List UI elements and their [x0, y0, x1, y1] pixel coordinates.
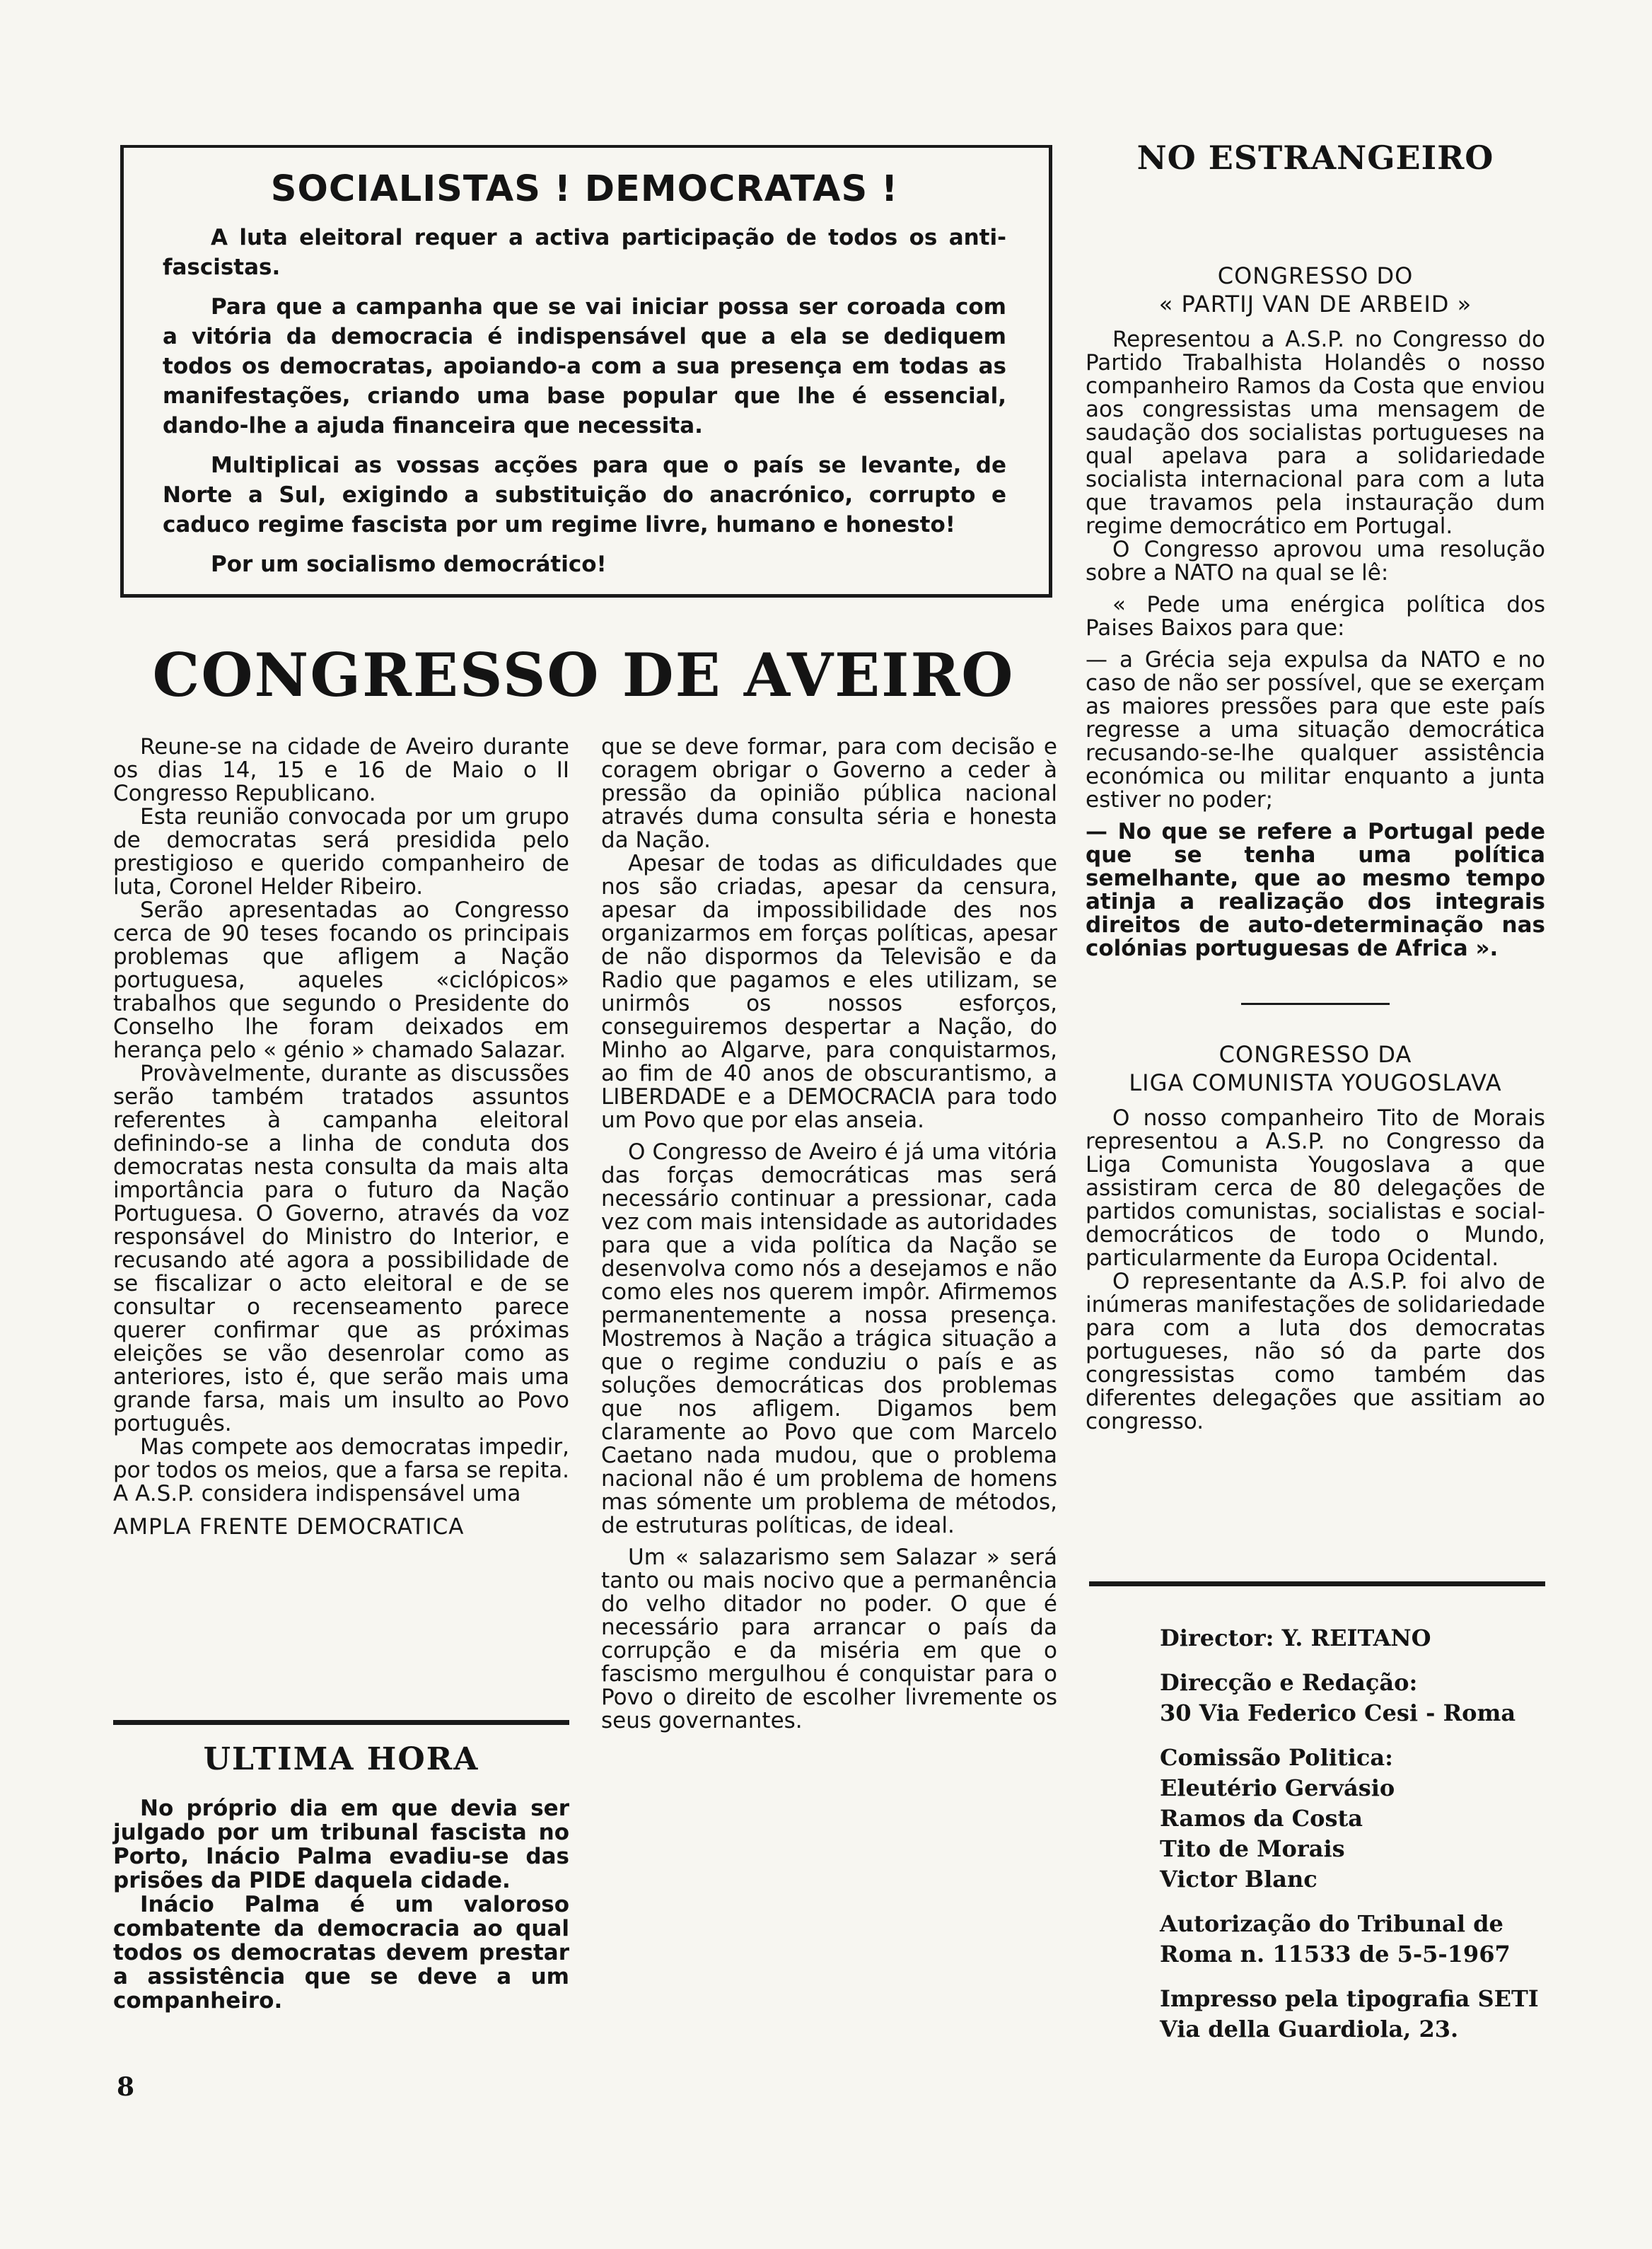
- article-column-right: [1086, 262, 1545, 1434]
- article-closing-slogan: AMPLA FRENTE DEMOCRATICA: [113, 1514, 465, 1540]
- masthead-autorizacao: Autorização do Tribunal de: [1160, 1910, 1503, 1937]
- section-title: CONGRESSO DO: [1217, 262, 1414, 289]
- section-divider: [113, 1720, 569, 1725]
- ultima-hora-paragraph: Inácio Palma é um valoroso combatente da democracia ao qual todos os democratas devem prestar a assistência que se deve a um companheiro.: [113, 1892, 569, 2013]
- appeal-paragraph: Para que a campanha que se vai iniciar possa ser coroada com a vitória da democracia é indispensável que a ela se dediquem todos os democratas, apoiando-a com a sua presença em todas as manifestações, criando uma base popular que lhe é essencial, dando-lhe a ajuda financeira que necessita.: [163, 294, 1006, 438]
- article-paragraph: Mas compete aos democratas impedir, por todos os meios, que a farsa se repita. A A.S.P. considera indispensável uma: [113, 1434, 569, 1506]
- appeal-paragraph: A luta eleitoral requer a activa participação de todos os anti-fascistas.: [163, 225, 1006, 280]
- estrangeiro-paragraph: Representou a A.S.P. no Congresso do Partido Trabalhista Holandês o nosso companheiro Ramos da Costa que enviou aos congressistas uma mensagem de saudação dos socialistas portugueses na qual apelava para a solidariedade socialista internacional para com a luta que travamos pela instauração dum regime democrático em Portugal.: [1086, 327, 1545, 539]
- ultima-hora-heading: ULTIMA HORA: [203, 1741, 479, 1777]
- article-paragraph: Reune-se na cidade de Aveiro durante os dias 14, 15 e 16 de Maio o II Congresso Republicano.: [113, 734, 569, 806]
- article-column-left: [113, 736, 569, 1539]
- estrangeiro-paragraph: O Congresso aprovou uma resolução sobre a NATO na qual se lê:: [1086, 537, 1545, 586]
- appeal-paragraph: Multiplicai as vossas acções para que o país se levante, de Norte a Sul, exigindo a substituição do anacrónico, corrupto e caduco regime fascista por um regime livre, humano e honesto!: [163, 453, 1006, 537]
- masthead-redacao-label: Direcção e Redação:: [1160, 1669, 1418, 1696]
- section-divider: [1241, 1003, 1390, 1005]
- masthead-redacao-address: 30 Via Federico Cesi - Roma: [1160, 1699, 1516, 1726]
- article-paragraph: Serão apresentadas ao Congresso cerca de 90 teses focando os principais problemas que afligem a Nação portuguesa, aqueles «ciclópicos» trabalhos que segundo o Presidente do Conselho lhe foram deixados em herança pelo « génio » chamado Salazar.: [113, 897, 569, 1063]
- appeal-title: SOCIALISTAS ! DEMOCRATAS !: [270, 168, 899, 210]
- section-title: « PARTIJ VAN DE ARBEID »: [1158, 291, 1472, 318]
- page-number: 8: [117, 2072, 135, 2102]
- masthead-impresso: Via della Guardiola, 23.: [1160, 2016, 1459, 2042]
- estrangeiro-quote: « Pede uma enérgica política dos Paises Baixos para que:: [1086, 592, 1545, 641]
- appeal-box: [120, 145, 1052, 598]
- ultima-hora-paragraph: No próprio dia em que devia ser julgado por um tribunal fascista no Porto, Inácio Palma evadiu-se das prisões da PIDE daquela cidade.: [113, 1796, 569, 1893]
- article-paragraph: O Congresso de Aveiro é já uma vitória das forças democráticas mas será necessário continuar a pressionar, cada vez com mais intensidade as autoridades para que a vida política da Nação se desenvolva como nós a desejamos e não como eles nos querem impôr. Afirmemos permanentemente a nossa presença. Mostremos à Nação a trágica situação a que o regime conduziu o país e as soluções democráticas dos problemas que nos afligem. Digamos bem claramente ao Povo que com Marcelo Caetano nada mudou, que o problema nacional não é um problema de homens mas sómente um problema de métodos, de estruturas políticas, de ideal.: [601, 1139, 1057, 1538]
- masthead-comissao-member: Eleutério Gervásio: [1160, 1774, 1395, 1801]
- masthead-comissao-label: Comissão Politica:: [1160, 1744, 1393, 1771]
- article-paragraph: Esta reunião convocada por um grupo de democratas será presidida pelo prestigioso e querido companheiro de luta, Coronel Helder Ribeiro.: [113, 804, 569, 900]
- masthead-comissao-member: Ramos da Costa: [1160, 1805, 1363, 1832]
- section-title: CONGRESSO DA: [1218, 1041, 1412, 1068]
- estrangeiro-paragraph: O nosso companheiro Tito de Morais representou a A.S.P. no Congresso da Liga Comunista Yougoslava a que assistiram cerca de 80 delegações de partidos comunistas, socialistas e social-democráticos de todo o Mundo, particularmente da Europa Ocidental.: [1086, 1105, 1545, 1271]
- estrangeiro-paragraph: O representante da A.S.P. foi alvo de inúmeras manifestações de solidariedade para com a luta dos democratas portugueses, não só da parte dos congressistas como também das diferentes delegações que assitiam ao congresso.: [1086, 1269, 1545, 1434]
- masthead-autorizacao: Roma n. 11533 de 5-5-1967: [1160, 1941, 1511, 1968]
- section-divider: [1089, 1581, 1545, 1586]
- estrangeiro-heading: NO ESTRANGEIRO: [1136, 139, 1494, 177]
- article-column-middle: [601, 736, 1057, 1733]
- article-paragraph: Apesar de todas as dificuldades que nos são criadas, apesar da censura, apesar da impossibilidade des nos organizarmos em forças políticas, apesar de não dispormos da Televisão e da Radio que pagamos e eles utilizam, se unirmôs os nossos esforços, conseguiremos despertar a Nação, do Minho ao Algarve, para conquistarmos, ao fim de 40 anos de obscurantismo, a LIBERDADE e a DEMOCRACIA para todo um Povo que por elas anseia.: [601, 851, 1057, 1133]
- masthead: [1160, 1623, 1556, 2059]
- masthead-comissao-member: Tito de Morais: [1160, 1835, 1345, 1862]
- section-title: LIGA COMUNISTA YOUGOSLAVA: [1129, 1069, 1502, 1096]
- masthead-comissao-member: Victor Blanc: [1160, 1866, 1317, 1893]
- appeal-slogan: Por um socialismo democrático!: [211, 552, 607, 577]
- article-headline: CONGRESSO DE AVEIRO: [152, 640, 1015, 710]
- article-paragraph: que se deve formar, para com decisão e coragem obrigar o Governo a ceder à pressão da opinião pública nacional através duma consulta séria e honesta da Nação.: [601, 734, 1057, 853]
- estrangeiro-quote-bold: — No que se refere a Portugal pede que se tenha uma política semelhante, que ao mesmo tempo atinja a realização dos integrais direitos de auto-determinação nas colónias portuguesas de Africa ».: [1086, 819, 1545, 961]
- masthead-director: Director: Y. REITANO: [1160, 1625, 1431, 1651]
- masthead-impresso: Impresso pela tipografia SETI: [1160, 1985, 1539, 2012]
- estrangeiro-quote: — a Grécia seja expulsa da NATO e no caso de não ser possível, que se exerçam as maiores pressões para que este país regresse a uma situação democrática recusando-se-lhe qualquer assistência económica ou militar enquanto a junta estiver no poder;: [1086, 647, 1545, 813]
- article-paragraph: Provàvelmente, durante as discussões serão também tratados assuntos referentes à campanha eleitoral definindo-se a linha de conduta dos democratas nesta consulta da mais alta importância para o futuro da Nação Portuguesa. O Governo, através da voz responsável do Ministro do Interior, e recusando até agora a possibilidade de se fiscalizar o acto eleitoral e de se consultar o recenseamento parece querer confirmar que as próximas eleições se vão desenrolar como as anteriores, isto é, que serão mais uma grande farsa, mais um insulto ao Povo português.: [113, 1061, 569, 1436]
- article-paragraph: Um « salazarismo sem Salazar » será tanto ou mais nocivo que a permanência do velho ditador no poder. O que é necessário para arrancar o país da corrupção e da miséria em que o fascismo mergulhou é conquistar para o Povo o direito de escolher livremente os seus governantes.: [601, 1545, 1057, 1733]
- ultima-hora-body: [113, 1796, 569, 2013]
